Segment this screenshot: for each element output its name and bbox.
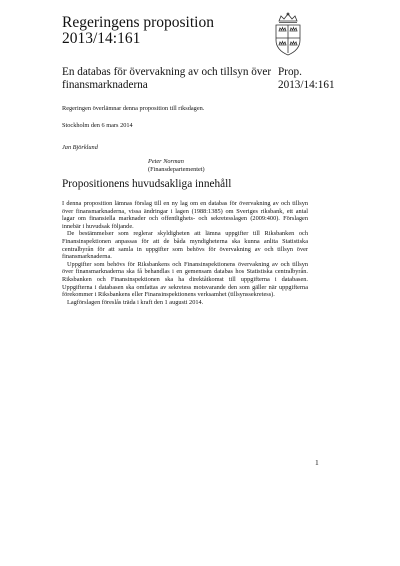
subject-line-1: En databas för övervakning av och tillsyn över <box>62 66 272 78</box>
signatory-secondary: Peter Norman <box>148 158 184 165</box>
proposition-subject <box>62 66 272 91</box>
page-number: 1 <box>315 458 319 467</box>
prop-label: Prop. <box>278 66 302 78</box>
prop-number: 2013/14:161 <box>278 78 335 91</box>
summary-paragraph: Lagförslagen föreslås träda i kraft den 1 augusti 2014. <box>67 298 204 306</box>
government-crest-icon <box>270 12 306 58</box>
title-line-1: Regeringens proposition <box>62 14 214 31</box>
subject-line-2: finansmarknaderna <box>62 78 148 91</box>
section-heading: Propositionens huvudsakliga innehåll <box>62 178 232 190</box>
signatory-minister: Jan Björklund <box>62 144 98 151</box>
summary-paragraph: I denna proposition lämnas förslag till en ny lag om en databas för övervakning av och tillsyn över finansmarknaderna, vissa ändringar i lagen (1988:1385) om Sveriges riksbank, ett antal lagar om finansiella marknader och offentlighets- och sekretesslagen (2009:400). Förslagen innebär i huvudsak följande. <box>62 200 308 230</box>
department-name: (Finansdepartementet) <box>148 166 205 173</box>
proposition-reference <box>278 66 335 91</box>
title-number: 2013/14:161 <box>62 30 141 47</box>
summary-body <box>62 200 308 306</box>
document-title <box>62 15 214 47</box>
summary-paragraph: De bestämmelser som reglerar skyldigheten att lämna uppgifter till Riksbanken och Finansinspektionen anpassas för att de båda myndigheterna ska kunna anlita Statistiska centralbyrån för att samla in uppgifter som behövs för övervakning av och tillsyn över finansmarknaderna. <box>62 230 308 261</box>
place-date: Stockholm den 6 mars 2014 <box>62 122 133 129</box>
submission-statement: Regeringen överlämnar denna proposition till riksdagen. <box>62 105 205 112</box>
summary-paragraph: Uppgifter som behövs för Riksbankens och Finansinspektionens övervakning av och tillsyn över finansmarknaderna ska få behandlas i en gemensam databas hos Statistiska centralbyrån. Riksbanken och Finansinspektionen ska ha direktåtkomst till uppgifterna i databasen. Uppgifterna i databasen ska omfattas av sekretess motsvarande den som gäller när uppgifterna förekommer i Riksbankens eller Finansinspektionens verksamhet (tillsynssekretess). <box>62 260 308 299</box>
